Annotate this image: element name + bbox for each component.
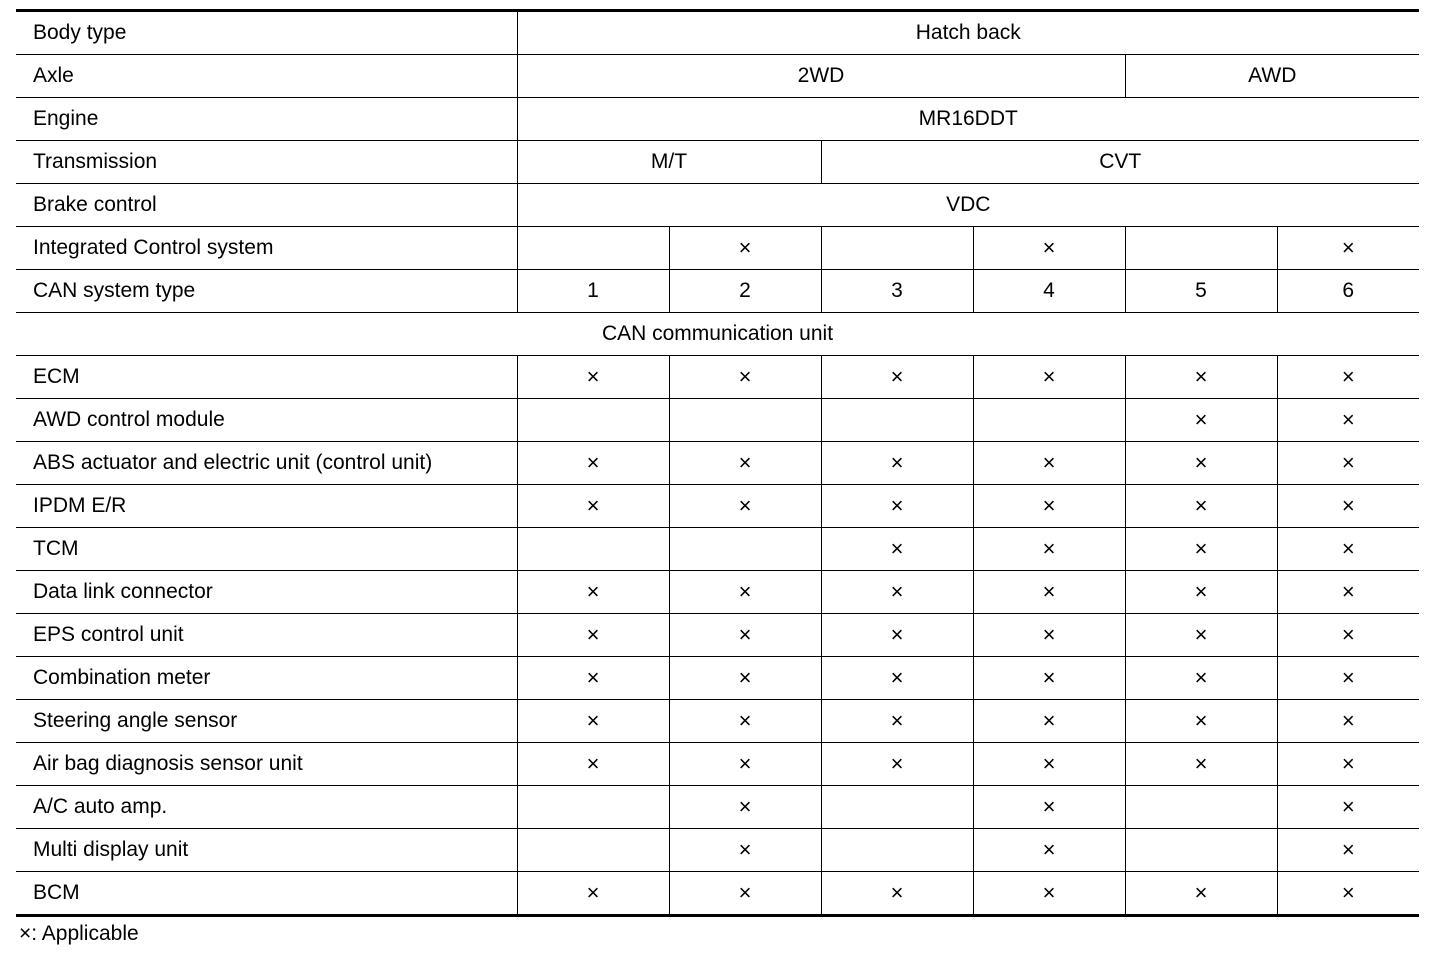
section-row xyxy=(16,313,1419,356)
spec-row-can-system-type xyxy=(16,270,1419,313)
applicable-mark: × xyxy=(1125,356,1277,399)
spec-cell: Hatch back xyxy=(517,11,1419,55)
applicable-mark: × xyxy=(669,829,821,872)
empty-cell xyxy=(821,399,973,442)
unit-name: Data link connector xyxy=(16,571,517,614)
applicable-mark: × xyxy=(669,872,821,916)
unit-row xyxy=(16,356,1419,399)
applicable-mark: × xyxy=(973,700,1125,743)
applicable-mark: × xyxy=(517,700,669,743)
applicable-mark: × xyxy=(1277,356,1419,399)
applicable-mark: × xyxy=(517,872,669,916)
spec-cell: 2 xyxy=(669,270,821,313)
spec-cell xyxy=(1125,227,1277,270)
spec-cell: 4 xyxy=(973,270,1125,313)
spec-row-engine xyxy=(16,98,1419,141)
row-label: CAN system type xyxy=(16,270,517,313)
spec-cell: 1 xyxy=(517,270,669,313)
empty-cell xyxy=(1125,829,1277,872)
applicable-mark: × xyxy=(1277,786,1419,829)
spec-cell: 2WD xyxy=(517,55,1125,98)
empty-cell xyxy=(669,528,821,571)
applicable-mark: × xyxy=(669,614,821,657)
applicable-mark: × xyxy=(973,442,1125,485)
applicable-mark: × xyxy=(1125,571,1277,614)
unit-name: Combination meter xyxy=(16,657,517,700)
empty-cell xyxy=(821,829,973,872)
applicable-mark: × xyxy=(973,743,1125,786)
unit-row xyxy=(16,657,1419,700)
applicable-mark: × xyxy=(1277,614,1419,657)
applicable-mark: × xyxy=(821,485,973,528)
footnote: ×: Applicable xyxy=(19,922,139,945)
applicable-mark: × xyxy=(973,485,1125,528)
applicable-mark: × xyxy=(821,700,973,743)
unit-row xyxy=(16,399,1419,442)
applicable-mark: × xyxy=(1277,528,1419,571)
can-system-table xyxy=(16,9,1419,917)
applicable-mark: × xyxy=(1277,571,1419,614)
applicable-mark: × xyxy=(821,872,973,916)
spec-cell: M/T xyxy=(517,141,821,184)
applicable-mark: × xyxy=(517,657,669,700)
applicable-mark: × xyxy=(973,571,1125,614)
empty-cell xyxy=(1125,786,1277,829)
applicable-mark: × xyxy=(669,571,821,614)
applicable-mark: × xyxy=(973,829,1125,872)
applicable-mark: × xyxy=(1277,657,1419,700)
unit-row xyxy=(16,571,1419,614)
row-label: Transmission xyxy=(16,141,517,184)
unit-name: A/C auto amp. xyxy=(16,786,517,829)
unit-row xyxy=(16,786,1419,829)
spec-cell xyxy=(517,227,669,270)
unit-name: Steering angle sensor xyxy=(16,700,517,743)
applicable-mark: × xyxy=(517,743,669,786)
applicable-mark: × xyxy=(1277,743,1419,786)
applicable-mark: × xyxy=(669,356,821,399)
applicable-mark: × xyxy=(1125,528,1277,571)
spec-cell: 5 xyxy=(1125,270,1277,313)
spec-cell: VDC xyxy=(517,184,1419,227)
row-label: Integrated Control system xyxy=(16,227,517,270)
applicable-mark: × xyxy=(517,442,669,485)
empty-cell xyxy=(517,786,669,829)
unit-row xyxy=(16,700,1419,743)
unit-row xyxy=(16,743,1419,786)
row-label: Engine xyxy=(16,98,517,141)
unit-row xyxy=(16,614,1419,657)
applicable-mark: × xyxy=(973,528,1125,571)
applicable-mark: × xyxy=(1125,485,1277,528)
spec-cell: CVT xyxy=(821,141,1419,184)
applicable-mark: × xyxy=(669,743,821,786)
empty-cell xyxy=(517,528,669,571)
empty-cell xyxy=(821,786,973,829)
applicable-mark: × xyxy=(669,657,821,700)
row-label: Axle xyxy=(16,55,517,98)
applicable-mark: × xyxy=(1277,399,1419,442)
applicable-mark: × xyxy=(973,872,1125,916)
applicable-mark: × xyxy=(1125,442,1277,485)
applicable-mark: × xyxy=(973,356,1125,399)
applicable-mark: × xyxy=(973,657,1125,700)
unit-name: IPDM E/R xyxy=(16,485,517,528)
applicable-mark: × xyxy=(821,528,973,571)
unit-row xyxy=(16,872,1419,916)
applicable-mark: × xyxy=(1125,657,1277,700)
applicable-mark: × xyxy=(821,614,973,657)
unit-name: EPS control unit xyxy=(16,614,517,657)
applicable-mark: × xyxy=(821,657,973,700)
spec-cell: × xyxy=(973,227,1125,270)
spec-row-brake-control xyxy=(16,184,1419,227)
row-label: Brake control xyxy=(16,184,517,227)
spec-cell xyxy=(821,227,973,270)
spec-cell: 6 xyxy=(1277,270,1419,313)
empty-cell xyxy=(669,399,821,442)
applicable-mark: × xyxy=(1125,399,1277,442)
spec-row-body-type xyxy=(16,11,1419,55)
applicable-mark: × xyxy=(1277,442,1419,485)
applicable-mark: × xyxy=(1125,872,1277,916)
applicable-mark: × xyxy=(669,786,821,829)
spec-cell: × xyxy=(1277,227,1419,270)
applicable-mark: × xyxy=(973,614,1125,657)
applicable-mark: × xyxy=(973,786,1125,829)
applicable-mark: × xyxy=(669,485,821,528)
applicable-mark: × xyxy=(669,700,821,743)
unit-name: ABS actuator and electric unit (control unit) xyxy=(16,442,517,485)
applicable-mark: × xyxy=(1277,872,1419,916)
unit-row xyxy=(16,442,1419,485)
unit-name: TCM xyxy=(16,528,517,571)
applicable-mark: × xyxy=(821,442,973,485)
empty-cell xyxy=(517,399,669,442)
applicable-mark: × xyxy=(1277,700,1419,743)
row-label: Body type xyxy=(16,11,517,55)
applicable-mark: × xyxy=(517,614,669,657)
spec-row-axle xyxy=(16,55,1419,98)
applicable-mark: × xyxy=(1125,614,1277,657)
applicable-mark: × xyxy=(517,356,669,399)
spec-row-integrated-control-system xyxy=(16,227,1419,270)
unit-name: Multi display unit xyxy=(16,829,517,872)
section-title: CAN communication unit xyxy=(16,313,1419,356)
applicable-mark: × xyxy=(517,485,669,528)
spec-row-transmission xyxy=(16,141,1419,184)
applicable-mark: × xyxy=(1277,485,1419,528)
spec-cell: 3 xyxy=(821,270,973,313)
applicable-mark: × xyxy=(821,743,973,786)
spec-cell: × xyxy=(669,227,821,270)
applicable-mark: × xyxy=(1125,743,1277,786)
unit-row xyxy=(16,485,1419,528)
unit-name: ECM xyxy=(16,356,517,399)
empty-cell xyxy=(517,829,669,872)
unit-row xyxy=(16,528,1419,571)
unit-name: AWD control module xyxy=(16,399,517,442)
unit-name: Air bag diagnosis sensor unit xyxy=(16,743,517,786)
spec-cell: MR16DDT xyxy=(517,98,1419,141)
applicable-mark: × xyxy=(1125,700,1277,743)
unit-name: BCM xyxy=(16,872,517,916)
applicable-mark: × xyxy=(517,571,669,614)
applicable-mark: × xyxy=(821,571,973,614)
unit-row xyxy=(16,829,1419,872)
spec-cell: AWD xyxy=(1125,55,1419,98)
empty-cell xyxy=(973,399,1125,442)
applicable-mark: × xyxy=(821,356,973,399)
applicable-mark: × xyxy=(669,442,821,485)
applicable-mark: × xyxy=(1277,829,1419,872)
